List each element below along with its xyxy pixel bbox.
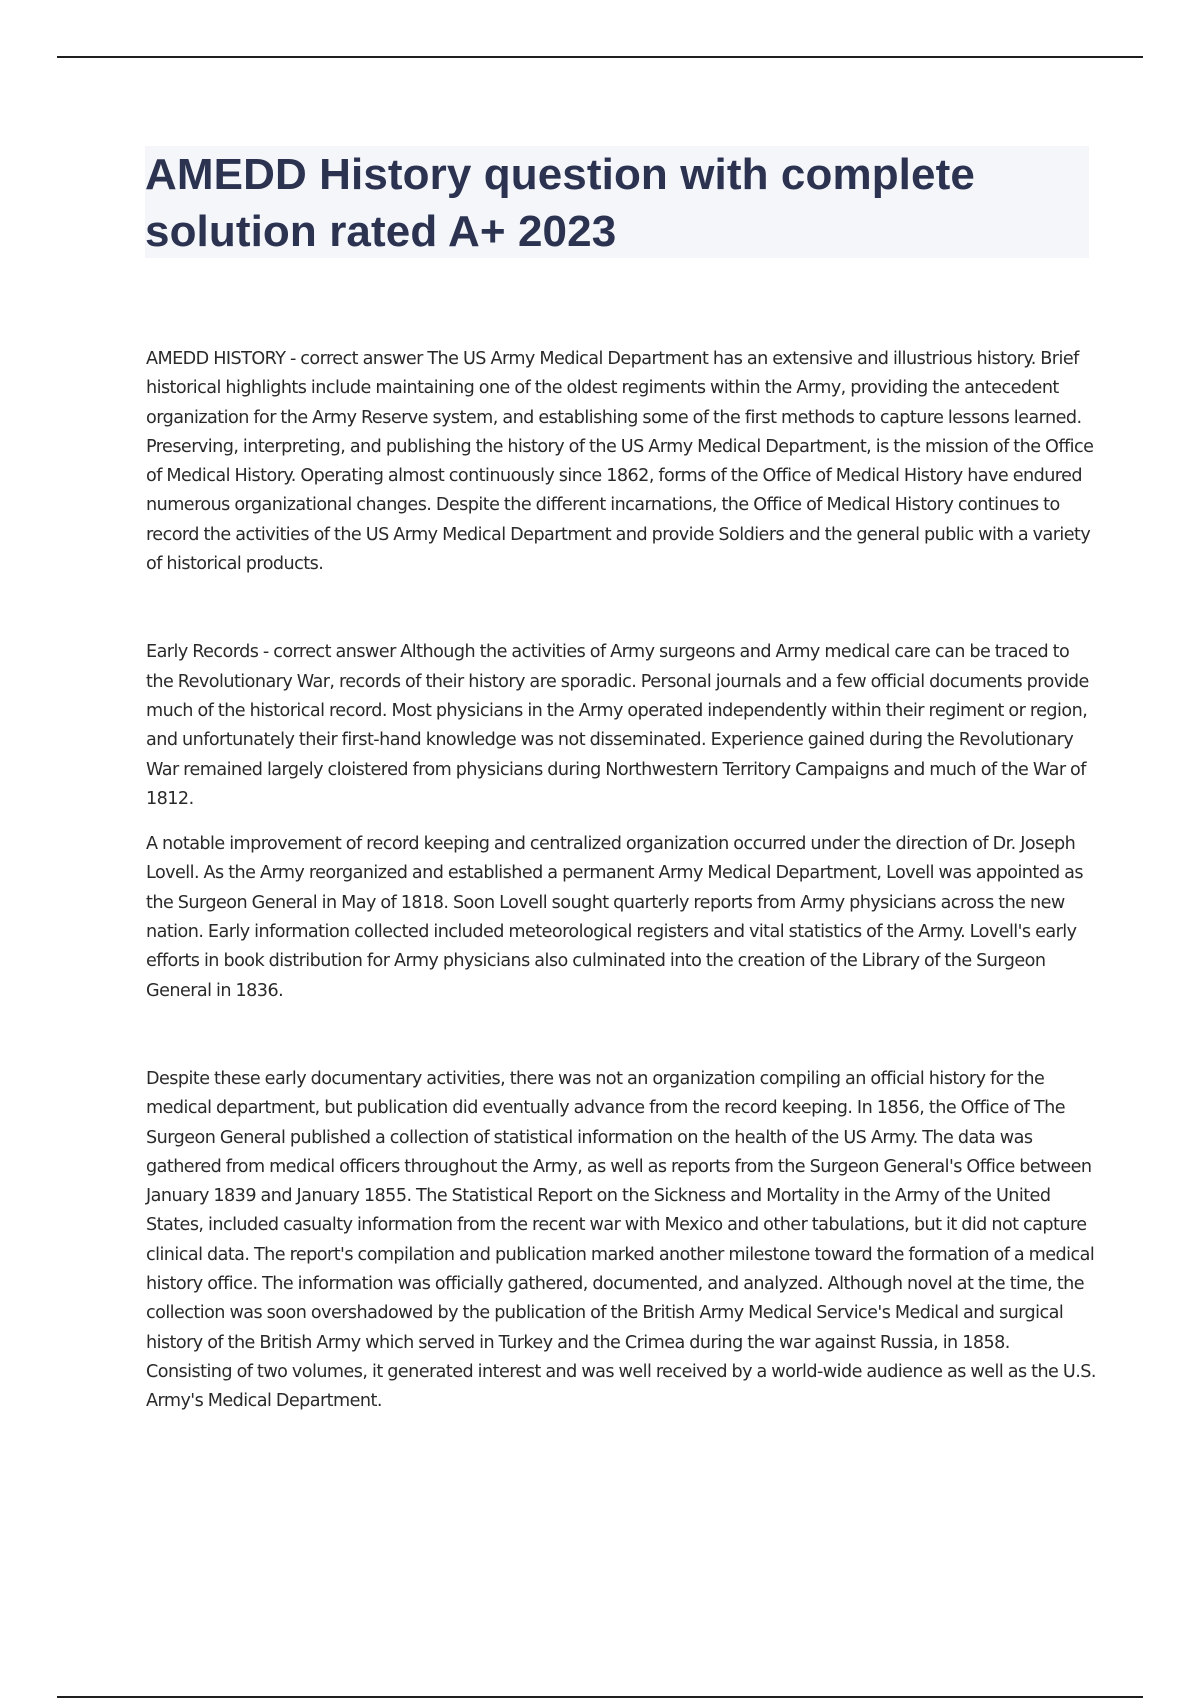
top-rule [57, 56, 1143, 58]
bottom-rule [57, 1696, 1143, 1698]
paragraph-lovell: A notable improvement of record keeping and centralized organization occurred under the direction of Dr. Joseph Lovell. As the Army reorganized and established a permanent Army Medical Department, Lovell was appointed as the Surgeon General in May of 1818. Soon Lovell sought quarterly reports from Army physicians across the new nation. Early information collected included meteorological registers and vital statistics of the Army. Lovell's early efforts in book distribution for Army physicians also culminated into the creation of the Library of the Surgeon General in 1836. [146, 834, 1084, 1001]
paragraph-statistical-report: Despite these early documentary activities, there was not an organization compiling an official history for the medical department, but publication did eventually advance from the record keeping. In 1856, the Office of The Surgeon General published a collection of statistical information on the health of the US Army. The data was gathered from medical officers throughout the Army, as well as reports from the Surgeon General's Office between January 1839 and January 1855. The Statistical Report on the Sickness and Mortality in the Army of the United States, included casualty information from the recent war with Mexico and other tabulations, but it did not capture clinical data. The report's compilation and publication marked another milestone toward the formation of a medical history office. The information was officially gathered, documented, and analyzed. Although novel at the time, the collection was soon overshadowed by the publication of the British Army Medical Service's Medical and surgical history of the British Army which served in Turkey and the Crimea during the war against Russia, in 1858. Consisting of two volumes, it generated interest and was well received by a world-wide audience as well as the U.S. Army's Medical Department. [146, 1068, 1096, 1412]
document-body [146, 345, 1096, 1417]
document-title: AMEDD History question with complete solution rated A+ 2023 [145, 150, 975, 256]
title-banner [145, 146, 1089, 258]
paragraph-early-records: Early Records - correct answer Although the activities of Army surgeons and Army medical care can be traced to the Revolutionary War, records of their history are sporadic. Personal journals and a few official documents provide much of the historical record. Most physicians in the Army operated independently within their regiment or region, and unfortunately their first-hand knowledge was not disseminated. Experience gained during the Revolutionary War remained largely cloistered from physicians during Northwestern Territory Campaigns and much of the War of 1812. [146, 642, 1089, 809]
paragraph-amedd-history: AMEDD HISTORY - correct answer The US Army Medical Department has an extensive and illustrious history. Brief historical highlights include maintaining one of the oldest regiments within the Army, providing the antecedent organization for the Army Reserve system, and establishing some of the first methods to capture lessons learned. Preserving, interpreting, and publishing the history of the US Army Medical Department, is the mission of the Office of Medical History. Operating almost continuously since 1862, forms of the Office of Medical History have endured numerous organizational changes. Despite the different incarnations, the Office of Medical History continues to record the activities of the US Army Medical Department and provide Soldiers and the general public with a variety of historical products. [146, 349, 1094, 575]
